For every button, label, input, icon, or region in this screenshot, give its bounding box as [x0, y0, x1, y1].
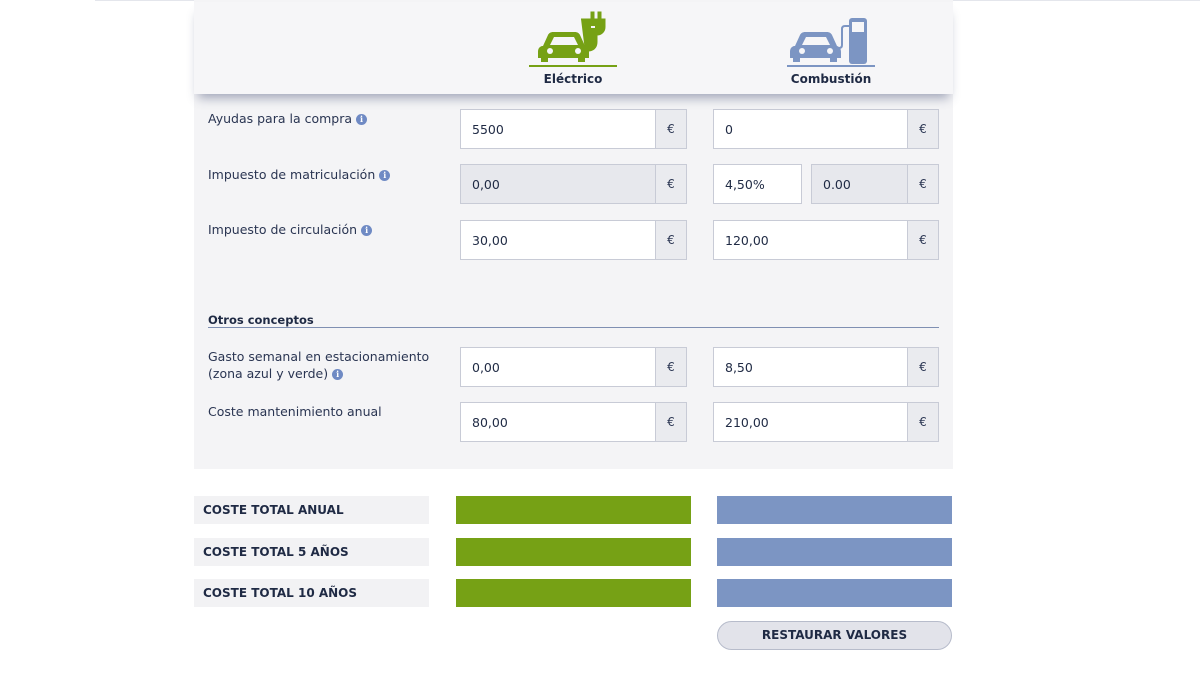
euro-unit: €: [907, 110, 938, 148]
euro-unit: €: [655, 165, 686, 203]
euro-unit: €: [907, 221, 938, 259]
matriculacion-label: Impuesto de matriculación: [208, 167, 376, 182]
total-5-anos-label: COSTE TOTAL 5 AÑOS: [194, 538, 429, 566]
electric-column-header: [513, 10, 633, 86]
electric-label: Eléctrico: [543, 72, 603, 86]
info-icon[interactable]: i: [356, 114, 367, 125]
ayudas-combustion-input[interactable]: [714, 110, 938, 148]
estacionamiento-electric-field: [460, 347, 687, 387]
mantenimiento-label: Coste mantenimiento anual: [208, 404, 382, 419]
ayudas-combustion-field: [713, 109, 939, 149]
ayudas-electric-field: [460, 109, 687, 149]
total-10-anos-combustion-bar: [717, 579, 952, 607]
combustion-column-header: [771, 10, 891, 86]
mantenimiento-combustion-field: [713, 402, 939, 442]
total-5-anos-combustion-bar: [717, 538, 952, 566]
matriculacion-electric-field: [460, 164, 687, 204]
car-fuel-pump-icon: [785, 10, 877, 68]
restaurar-valores-button[interactable]: RESTAURAR VALORES: [717, 621, 952, 650]
combustion-label: Combustión: [790, 72, 872, 86]
estacionamiento-combustion-field: [713, 347, 939, 387]
ayudas-label: Ayudas para la compra: [208, 111, 353, 126]
euro-unit: €: [655, 221, 686, 259]
ayudas-label-wrap: [208, 110, 367, 127]
mantenimiento-electric-field: [460, 402, 687, 442]
info-icon[interactable]: i: [332, 369, 343, 380]
total-anual-label: COSTE TOTAL ANUAL: [194, 496, 429, 524]
matriculacion-percent-field: [713, 164, 802, 204]
total-10-anos-electric-bar: [456, 579, 691, 607]
circulacion-label: Impuesto de circulación: [208, 222, 358, 237]
estacionamiento-electric-input[interactable]: [461, 348, 686, 386]
matriculacion-electric-input: [461, 165, 686, 203]
electric-car-plug-icon: [527, 10, 619, 68]
total-anual-combustion-bar: [717, 496, 952, 524]
total-5-anos-electric-bar: [456, 538, 691, 566]
circulacion-label-wrap: [208, 221, 372, 238]
ayudas-electric-input[interactable]: [461, 110, 686, 148]
euro-unit: €: [655, 403, 686, 441]
section-divider: [208, 327, 939, 328]
circulacion-combustion-input[interactable]: [714, 221, 938, 259]
estacionamiento-label-line1: Gasto semanal en estacionamiento: [208, 349, 430, 364]
estacionamiento-label-line2: (zona azul y verde): [208, 366, 329, 381]
total-10-anos-label: COSTE TOTAL 10 AÑOS: [194, 579, 429, 607]
euro-unit: €: [907, 403, 938, 441]
estacionamiento-label-wrap: [208, 348, 429, 382]
vehicle-header: [194, 2, 953, 94]
total-anual-electric-bar: [456, 496, 691, 524]
circulacion-electric-input[interactable]: [461, 221, 686, 259]
mantenimiento-combustion-input[interactable]: [714, 403, 938, 441]
mantenimiento-label-wrap: [208, 403, 382, 420]
info-icon[interactable]: i: [379, 170, 390, 181]
euro-unit: €: [907, 165, 938, 203]
circulacion-combustion-field: [713, 220, 939, 260]
mantenimiento-electric-input[interactable]: [461, 403, 686, 441]
circulacion-electric-field: [460, 220, 687, 260]
euro-unit: €: [655, 110, 686, 148]
matriculacion-label-wrap: [208, 166, 390, 183]
matriculacion-combustion-field: [811, 164, 939, 204]
otros-conceptos-title: Otros conceptos: [208, 313, 314, 327]
euro-unit: €: [907, 348, 938, 386]
matriculacion-percent-input[interactable]: [714, 165, 801, 203]
euro-unit: €: [655, 348, 686, 386]
estacionamiento-combustion-input[interactable]: [714, 348, 938, 386]
info-icon[interactable]: i: [361, 225, 372, 236]
